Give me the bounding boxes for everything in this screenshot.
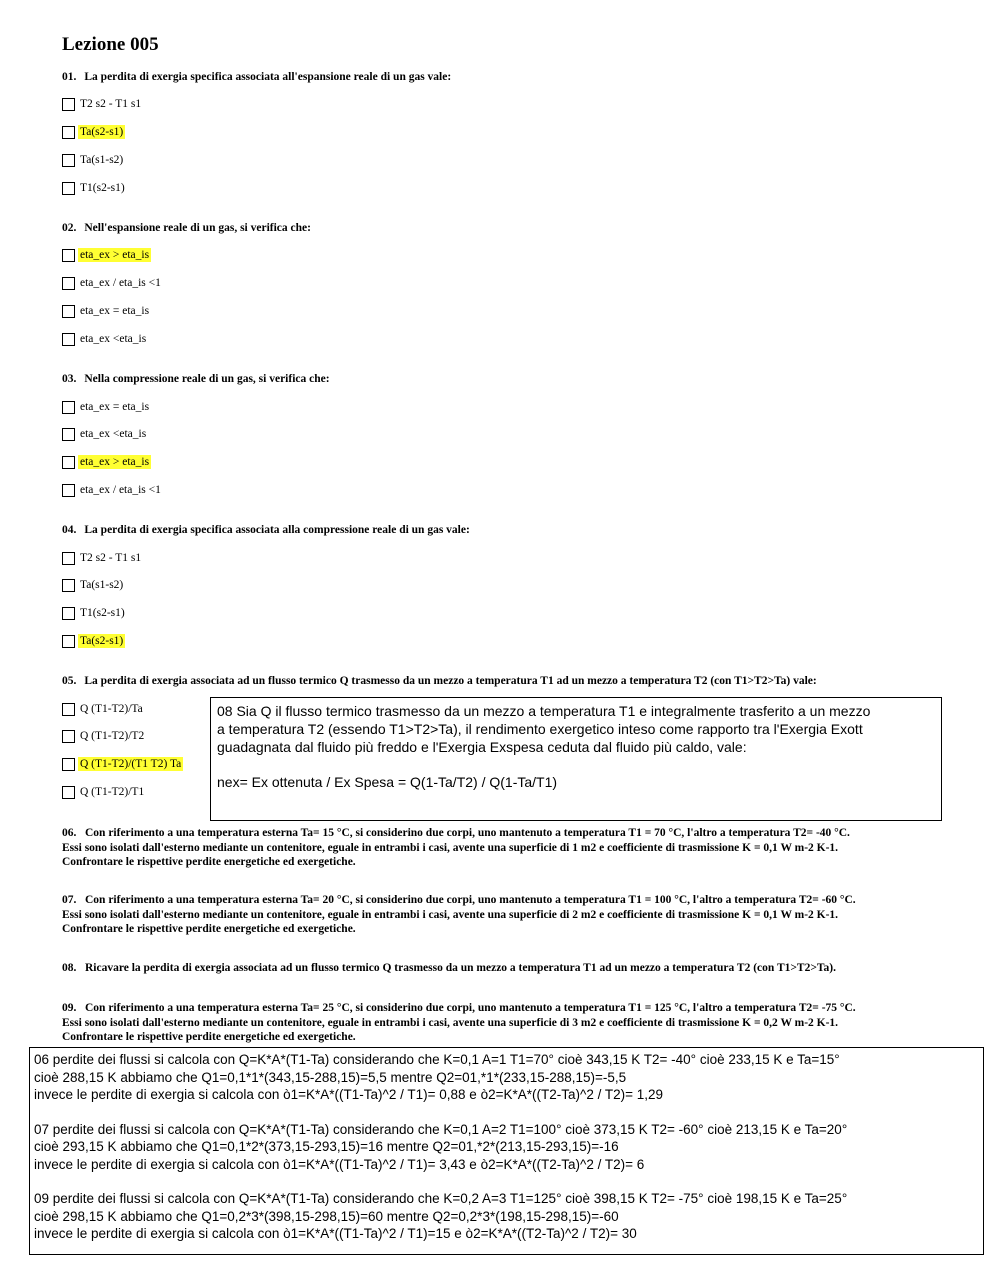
answer-option[interactable]: eta_ex / eta_is <1 (62, 482, 163, 498)
answer-option[interactable]: Ta(s1-s2) (62, 152, 125, 168)
answer-option[interactable]: T1(s2-s1) (62, 605, 127, 621)
note-line: invece le perdite di exergia si calcola con ò1=K*A*((T1-Ta)^2 / T1)= 3,43 e ò2=K*A*((T2-Ta)^2 / T2)= 6 (34, 1156, 645, 1172)
note-line: invece le perdite di exergia si calcola con ò1=K*A*((T1-Ta)^2 / T1)= 0,88 e ò2=K*A*((T2-Ta)^2 / T2)= 1,29 (34, 1087, 663, 1102)
answer-option[interactable]: eta_ex <eta_is (62, 331, 148, 347)
checkbox[interactable] (62, 182, 75, 195)
note-line: cioè 298,15 K abbiamo che Q1=0,2*3*(398,15-298,15)=60 mentre Q2=0,2*3*(198,15-298,15)=-60 (34, 1208, 619, 1224)
checkbox[interactable] (62, 333, 75, 346)
checkbox[interactable] (62, 552, 75, 565)
note-line: 09 perdite dei flussi si calcola con Q=K*A*(T1-Ta) considerando che K=0,2 A=3 T1=125° cioè 398,15 K T2= -75° cioè 198,15 K e Ta=25° (34, 1191, 848, 1206)
answer-option[interactable]: eta_ex = eta_is (62, 399, 151, 415)
answer-note-box-06-07-09 (29, 1047, 984, 1255)
answer-option[interactable]: eta_ex = eta_is (62, 303, 151, 319)
answer-option[interactable]: T1(s2-s1) (62, 180, 127, 196)
answer-option[interactable]: eta_ex / eta_is <1 (62, 275, 163, 291)
question-01: 01. La perdita di exergia specifica associata all'espansione reale di un gas vale: (62, 71, 452, 83)
answer-option[interactable]: T2 s2 - T1 s1 (62, 96, 143, 112)
answer-option-highlighted[interactable]: Ta(s2-s1) (62, 124, 125, 140)
exercise-08: 08. Ricavare la perdita di exergia associata ad un flusso termico Q trasmesso da un mezzo a temperatura T1 ad un mezzo a temperatura T2 (con T1>T2>Ta). (62, 962, 836, 974)
note-line: a temperatura T2 (essendo T1>T2>Ta), il rendimento exergetico inteso come rapporto tra l'Exergia Exott (217, 721, 863, 737)
answer-option[interactable]: T2 s2 - T1 s1 (62, 550, 143, 566)
checkbox[interactable] (62, 456, 75, 469)
checkbox[interactable] (62, 758, 75, 771)
answer-option-highlighted[interactable]: Ta(s2-s1) (62, 633, 125, 649)
answer-option[interactable]: eta_ex <eta_is (62, 426, 148, 442)
checkbox[interactable] (62, 277, 75, 290)
checkbox[interactable] (62, 428, 75, 441)
answer-option-highlighted[interactable]: eta_ex > eta_is (62, 247, 151, 263)
checkbox[interactable] (62, 703, 75, 716)
answer-option-highlighted[interactable]: eta_ex > eta_is (62, 454, 151, 470)
exercise-06: 06. Con riferimento a una temperatura esterna Ta= 15 °C, si considerino due corpi, uno mantenuto a temperatura T1 = 70 °C, l'altro a temperatura T2= -40 °C. Essi sono isolati dall'esterno mediante un contenitore, eguale in entrambi i casi, avente una superficie di 1 m2 e coefficiente di trasmissione K = 0,1 W m-2 K-1. Confrontare le rispettive perdite energetiche ed exergetiche. (62, 827, 850, 868)
exercise-09: 09. Con riferimento a una temperatura esterna Ta= 25 °C, si considerino due corpi, uno mantenuto a temperatura T1 = 125 °C, l'altro a temperatura T2= -75 °C. Essi sono isolati dall'esterno mediante un contenitore, eguale in entrambi i casi, avente una superficie di 3 m2 e coefficiente di trasmissione K = 0,2 W m-2 K-1. Confrontare le rispettive perdite energetiche ed exergetiche. (62, 1002, 856, 1043)
question-05: 05. La perdita di exergia associata ad un flusso termico Q trasmesso da un mezzo a temperatura T1 ad un mezzo a temperatura T2 (con T1>T2>Ta) vale: (62, 675, 817, 687)
answer-option[interactable]: Q (T1-T2)/T1 (62, 784, 146, 800)
checkbox[interactable] (62, 249, 75, 262)
note-line: 08 Sia Q il flusso termico trasmesso da un mezzo a temperatura T1 e integralmente trasferito a un mezzo (217, 703, 871, 719)
page-title: Lezione 005 (62, 34, 159, 55)
checkbox[interactable] (62, 484, 75, 497)
exercise-07: 07. Con riferimento a una temperatura esterna Ta= 20 °C, si considerino due corpi, uno mantenuto a temperatura T1 = 100 °C, l'altro a temperatura T2= -60 °C. Essi sono isolati dall'esterno mediante un contenitore, eguale in entrambi i casi, avente una superficie di 2 m2 e coefficiente di trasmissione K = 0,1 W m-2 K-1. Confrontare le rispettive perdite energetiche ed exergetiche. (62, 894, 856, 935)
checkbox[interactable] (62, 730, 75, 743)
note-line: 07 perdite dei flussi si calcola con Q=K*A*(T1-Ta) considerando che K=0,1 A=2 T1=100° cioè 373,15 K T2= -60° cioè 213,15 K e Ta=20° (34, 1121, 848, 1137)
checkbox[interactable] (62, 98, 75, 111)
checkbox[interactable] (62, 126, 75, 139)
question-03: 03. Nella compressione reale di un gas, si verifica che: (62, 373, 330, 385)
checkbox[interactable] (62, 635, 75, 648)
note-line: invece le perdite di exergia si calcola con ò1=K*A*((T1-Ta)^2 / T1)=15 e ò2=K*A*((T2-Ta)^2 / T2)= 30 (34, 1226, 637, 1241)
answer-option-highlighted[interactable]: Q (T1-T2)/(T1 T2) Ta (62, 756, 183, 772)
note-line: cioè 288,15 K abbiamo che Q1=0,1*1*(343,15-288,15)=5,5 mentre Q2=01,*1*(233,15-288,15)=-5,5 (34, 1069, 627, 1085)
checkbox[interactable] (62, 579, 75, 592)
answer-note-box-08 (210, 697, 942, 821)
checkbox[interactable] (62, 607, 75, 620)
checkbox[interactable] (62, 305, 75, 318)
answer-option[interactable]: Q (T1-T2)/T2 (62, 728, 146, 744)
checkbox[interactable] (62, 786, 75, 799)
answer-option[interactable]: Ta(s1-s2) (62, 577, 125, 593)
checkbox[interactable] (62, 154, 75, 167)
answer-option[interactable]: Q (T1-T2)/Ta (62, 701, 145, 717)
note-formula: nex= Ex ottenuta / Ex Spesa = Q(1-Ta/T2) / Q(1-Ta/T1) (217, 774, 558, 790)
question-02: 02. Nell'espansione reale di un gas, si verifica che: (62, 222, 311, 234)
note-line: 06 perdite dei flussi si calcola con Q=K*A*(T1-Ta) considerando che K=0,1 A=1 T1=70° cioè 343,15 K T2= -40° cioè 233,15 K e Ta=15° (34, 1052, 840, 1067)
question-04: 04. La perdita di exergia specifica associata alla compressione reale di un gas vale: (62, 524, 470, 536)
note-line: cioè 293,15 K abbiamo che Q1=0,1*2*(373,15-293,15)=16 mentre Q2=01,*2*(213,15-293,15)=-16 (34, 1139, 619, 1154)
checkbox[interactable] (62, 401, 75, 414)
note-line: guadagnata dal fluido più freddo e l'Exergia Exspesa ceduta dal fluido più caldo, vale: (217, 739, 747, 755)
